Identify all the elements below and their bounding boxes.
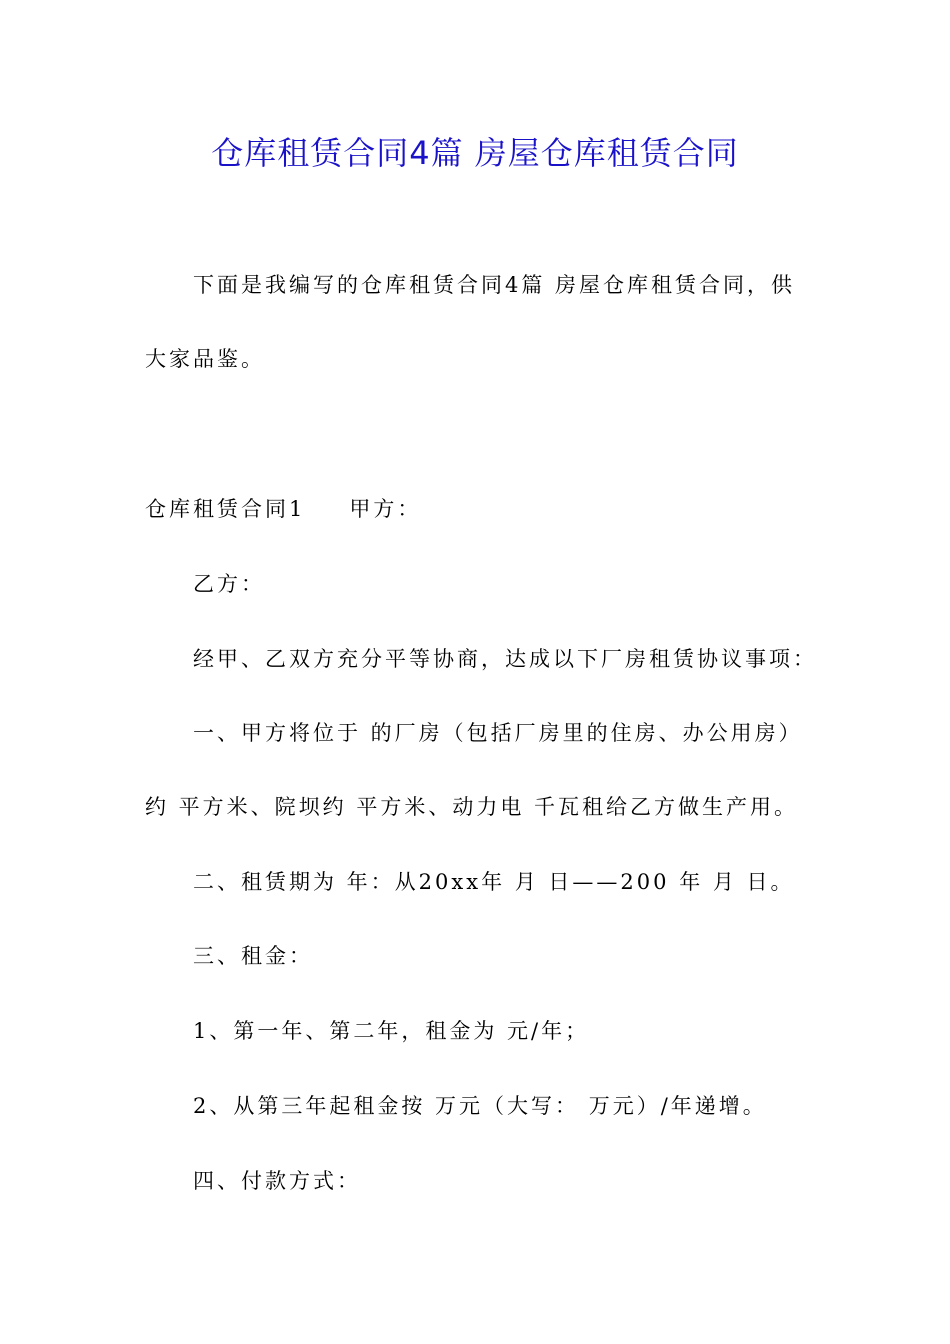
contract-paragraph: 约 平方米、院坝约 平方米、动力电 千瓦租给乙方做生产用。 [145,795,799,819]
contract-paragraph: 二、租赁期为 年：从20xx年 月 日——200 年 月 日。 [193,870,795,894]
contract-1-heading: 仓库租赁合同1 [145,497,306,521]
contract-paragraph: 经甲、乙双方充分平等协商，达成以下厂房租赁协议事项： [193,647,817,671]
party-a-label: 甲方： [349,497,422,521]
party-b-label: 乙方： [193,572,265,596]
intro-line-2: 大家品鉴。 [145,347,265,371]
contract-1-heading-row [145,494,421,524]
contract-paragraph: 三、租金： [193,944,313,968]
contract-paragraph: 2、从第三年起租金按 万元（大写： 万元）/年递增。 [193,1094,767,1118]
contract-paragraph: 一、甲方将位于 的厂房（包括厂房里的住房、办公用房） [193,721,803,745]
document-title: 仓库租赁合同4篇 房屋仓库租赁合同 [211,134,739,172]
contract-paragraph: 四、付款方式： [193,1169,361,1193]
contract-paragraph: 1、第一年、第二年，租金为 元/年； [193,1019,590,1043]
intro-line-1: 下面是我编写的仓库租赁合同4篇 房屋仓库租赁合同，供 [193,273,796,297]
